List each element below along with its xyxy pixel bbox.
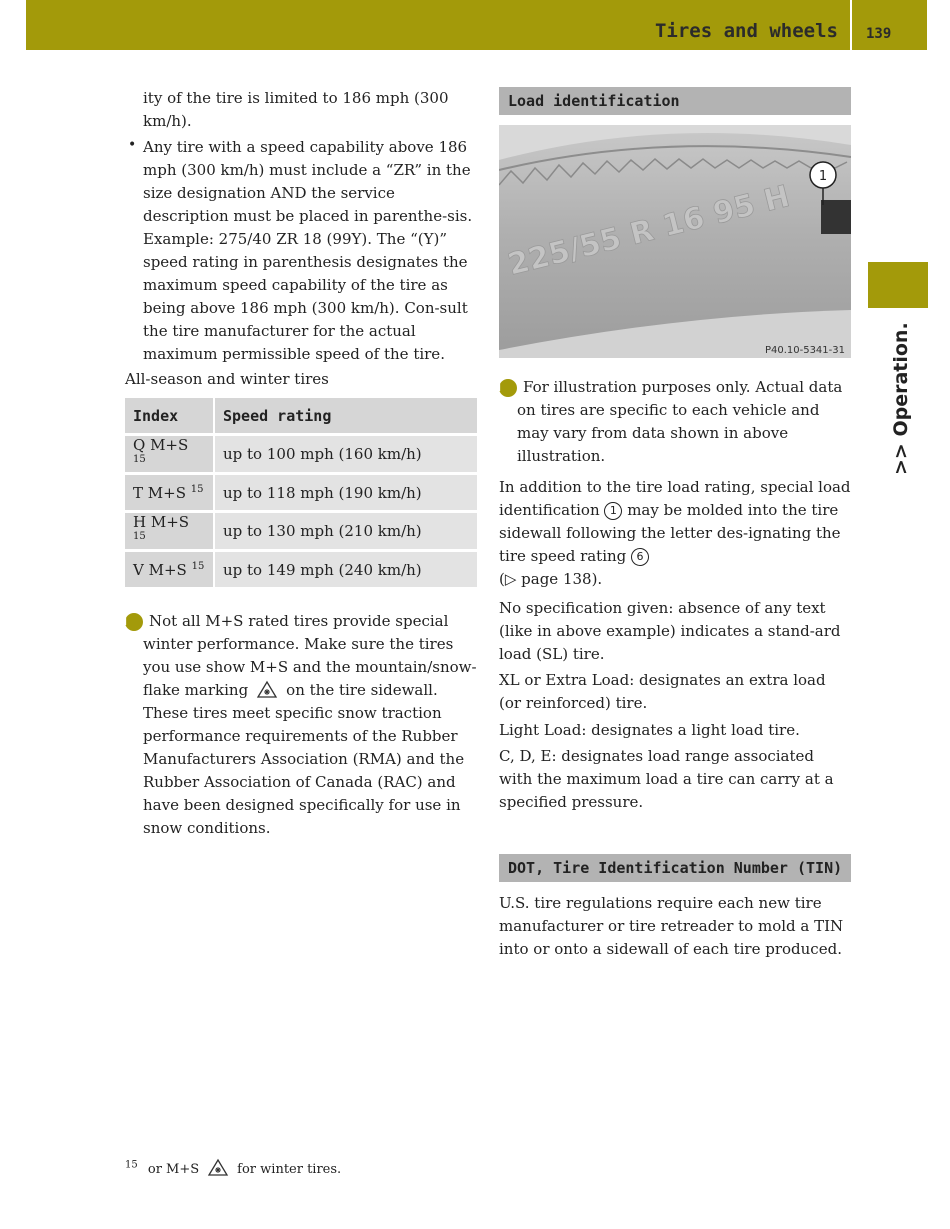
load-identification-paragraph: In addition to the tire load rating, special load identification 1 may be molded into the tire sidewall following the letter des-ignating the tire speed rating 6 (▷ page 138). bbox=[499, 478, 851, 588]
reference-circle-6: 6 bbox=[631, 548, 649, 566]
dot-tin-heading: DOT, Tire Identification Number (TIN) bbox=[499, 854, 851, 882]
zr-bullet-paragraph: Any tire with a speed capability above 186 mph (300 km/h) must include a “ZR” in the size designation AND the service description must be placed in parenthe-sis. Example: 275/40 ZR 18 (99Y). The “(Y)” speed rating in parenthesis designates the maximum speed capability of the tire as being above 186 mph (300 km/h). Con-sult the tire manufacturer for the actual maximum permissible speed of the tire. bbox=[143, 138, 473, 363]
snowflake-mountain-icon bbox=[207, 1158, 229, 1176]
table-row bbox=[125, 551, 477, 589]
table-cell-rating: up to 100 mph (160 km/h) bbox=[214, 435, 477, 474]
header-divider bbox=[850, 0, 852, 50]
load-range-paragraph: C, D, E: designates load range associated with the maximum load a tire can carry at a specified pressure. bbox=[499, 747, 834, 811]
light-load-paragraph: Light Load: designates a light load tire. bbox=[499, 721, 800, 739]
subheading-all-season: All-season and winter tires bbox=[125, 370, 329, 388]
table-header-speed-rating: Speed rating bbox=[214, 398, 477, 435]
tire-size-text: 225/55 R 16 95 H bbox=[504, 178, 794, 283]
side-tab-label: >> Operation. bbox=[890, 322, 912, 475]
table-row bbox=[125, 435, 477, 474]
speed-rating-table bbox=[125, 398, 477, 590]
intro-paragraph: ity of the tire is limited to 186 mph (300 km/h). bbox=[143, 89, 449, 130]
load-identification-heading: Load identification bbox=[499, 87, 851, 115]
info-icon: i bbox=[499, 379, 517, 397]
table-row bbox=[125, 474, 477, 512]
table-cell-index: V M+S $^{15}$ bbox=[125, 551, 214, 589]
side-tab-marker bbox=[868, 262, 928, 308]
page-number: 139 bbox=[866, 26, 892, 42]
table-cell-rating: up to 130 mph (210 km/h) bbox=[214, 512, 477, 551]
table-cell-rating: up to 149 mph (240 km/h) bbox=[214, 551, 477, 589]
table-cell-rating: up to 118 mph (190 km/h) bbox=[214, 474, 477, 512]
table-header-index: Index bbox=[125, 398, 214, 435]
table-cell-index: Q M+S $^{15}$ bbox=[125, 435, 214, 474]
page-reference-link[interactable]: (▷ page 138). bbox=[499, 570, 603, 588]
info-icon: i bbox=[125, 613, 143, 631]
illustration-note: i For illustration purposes only. Actual data on tires are specific to each vehicle and may vary from data shown in above illustration. bbox=[496, 378, 843, 465]
bullet-dot: • bbox=[128, 137, 137, 153]
reference-circle-1: 1 bbox=[604, 502, 622, 520]
image-code: P40.10-5341-31 bbox=[764, 345, 845, 356]
mud-snow-note: i Not all M+S rated tires provide special winter performance. Make sure the tires you use show M+S and the mountain/snow-flake marking on the tire sidewall. These tires meet specific snow traction performance requirements of the Rubber Manufacturers Association (RMA) and the Rubber Association of Canada (RAC) and have been designed specifically for use in snow conditions. bbox=[122, 612, 477, 837]
table-header-row bbox=[125, 398, 477, 435]
load-marking-area bbox=[821, 200, 851, 234]
dot-tin-paragraph: U.S. tire regulations require each new tire manufacturer or tire retreader to mold a TIN into or onto a sidewall of each tire produced. bbox=[499, 894, 844, 958]
table-row bbox=[125, 512, 477, 551]
page-title: Tires and wheels bbox=[654, 20, 838, 42]
footnote-number: 15 bbox=[125, 1159, 138, 1171]
table-cell-index: T M+S $^{15}$ bbox=[125, 474, 214, 512]
tire-sidewall-image bbox=[499, 125, 851, 358]
callout-number: 1 bbox=[818, 169, 828, 184]
table-cell-index: H M+S $^{15}$ bbox=[125, 512, 214, 551]
snowflake-mountain-icon bbox=[256, 680, 278, 698]
extra-load-paragraph: XL or Extra Load: designates an extra load (or reinforced) tire. bbox=[499, 671, 826, 712]
no-specification-paragraph: No specification given: absence of any text (like in above example) indicates a stand-ard load (SL) tire. bbox=[499, 599, 841, 663]
footnote: $^{15}$ or M+S for winter tires. bbox=[125, 1159, 342, 1177]
